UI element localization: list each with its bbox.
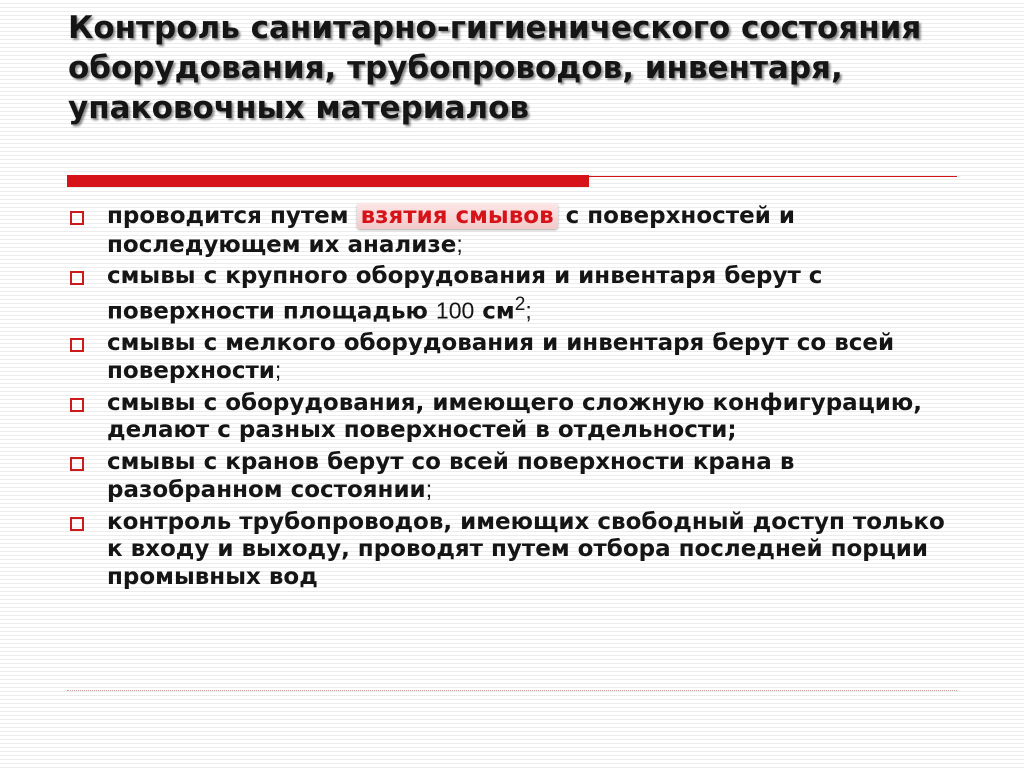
bullet-text: контроль трубопроводов, имеющих свободный доступ только к входу и выходу, проводят путем отбора последней порции промывных вод (107, 508, 945, 590)
title-underline-thick (67, 175, 589, 187)
bullet-item (68, 509, 968, 592)
hollow-square-icon (70, 211, 84, 225)
bullet-text: смывы с мелкого оборудования и инвентаря берут со всей поверхности (107, 329, 895, 385)
bullet-item (68, 330, 968, 386)
hollow-square-icon (70, 517, 84, 531)
bullet-text: с поверхностей и последующем их анализе (107, 203, 795, 258)
bullet-punctuation: ; (525, 297, 532, 324)
bullet-text: смывы с оборудования, имеющего сложную конфигурацию, делают с разных поверхностей в отдельности; (107, 389, 922, 444)
bullet-text: проводится путем (107, 203, 357, 229)
bullet-item (68, 203, 968, 259)
bullet-text: смывы с кранов берут со всей поверхности крана в разобранном состоянии (107, 448, 795, 504)
bullet-punctuation: ; (425, 476, 433, 503)
bullet-item (68, 263, 968, 326)
area-unit-superscript: 2 (514, 293, 526, 315)
hollow-square-icon (70, 398, 84, 412)
slide-title: Контроль санитарно-гигиенического состояния оборудования, трубопроводов, инвентаря, упаковочных материалов (68, 10, 922, 126)
hollow-square-icon (70, 457, 84, 471)
bullet-item (68, 390, 968, 445)
area-value: 100 (435, 297, 475, 324)
bullet-text: смывы с крупного оборудования и инвентаря берут с поверхности площадью (107, 263, 823, 325)
highlighted-term: взятия смывов (357, 203, 558, 229)
bullet-punctuation: ; (274, 357, 282, 384)
footer-divider (67, 690, 957, 691)
title-underline-thin (589, 176, 957, 177)
bullet-list (68, 203, 968, 595)
hollow-square-icon (70, 338, 84, 352)
bullet-item (68, 449, 968, 505)
bullet-punctuation: ; (456, 230, 463, 257)
hollow-square-icon (70, 271, 84, 285)
area-unit: см (474, 298, 515, 325)
